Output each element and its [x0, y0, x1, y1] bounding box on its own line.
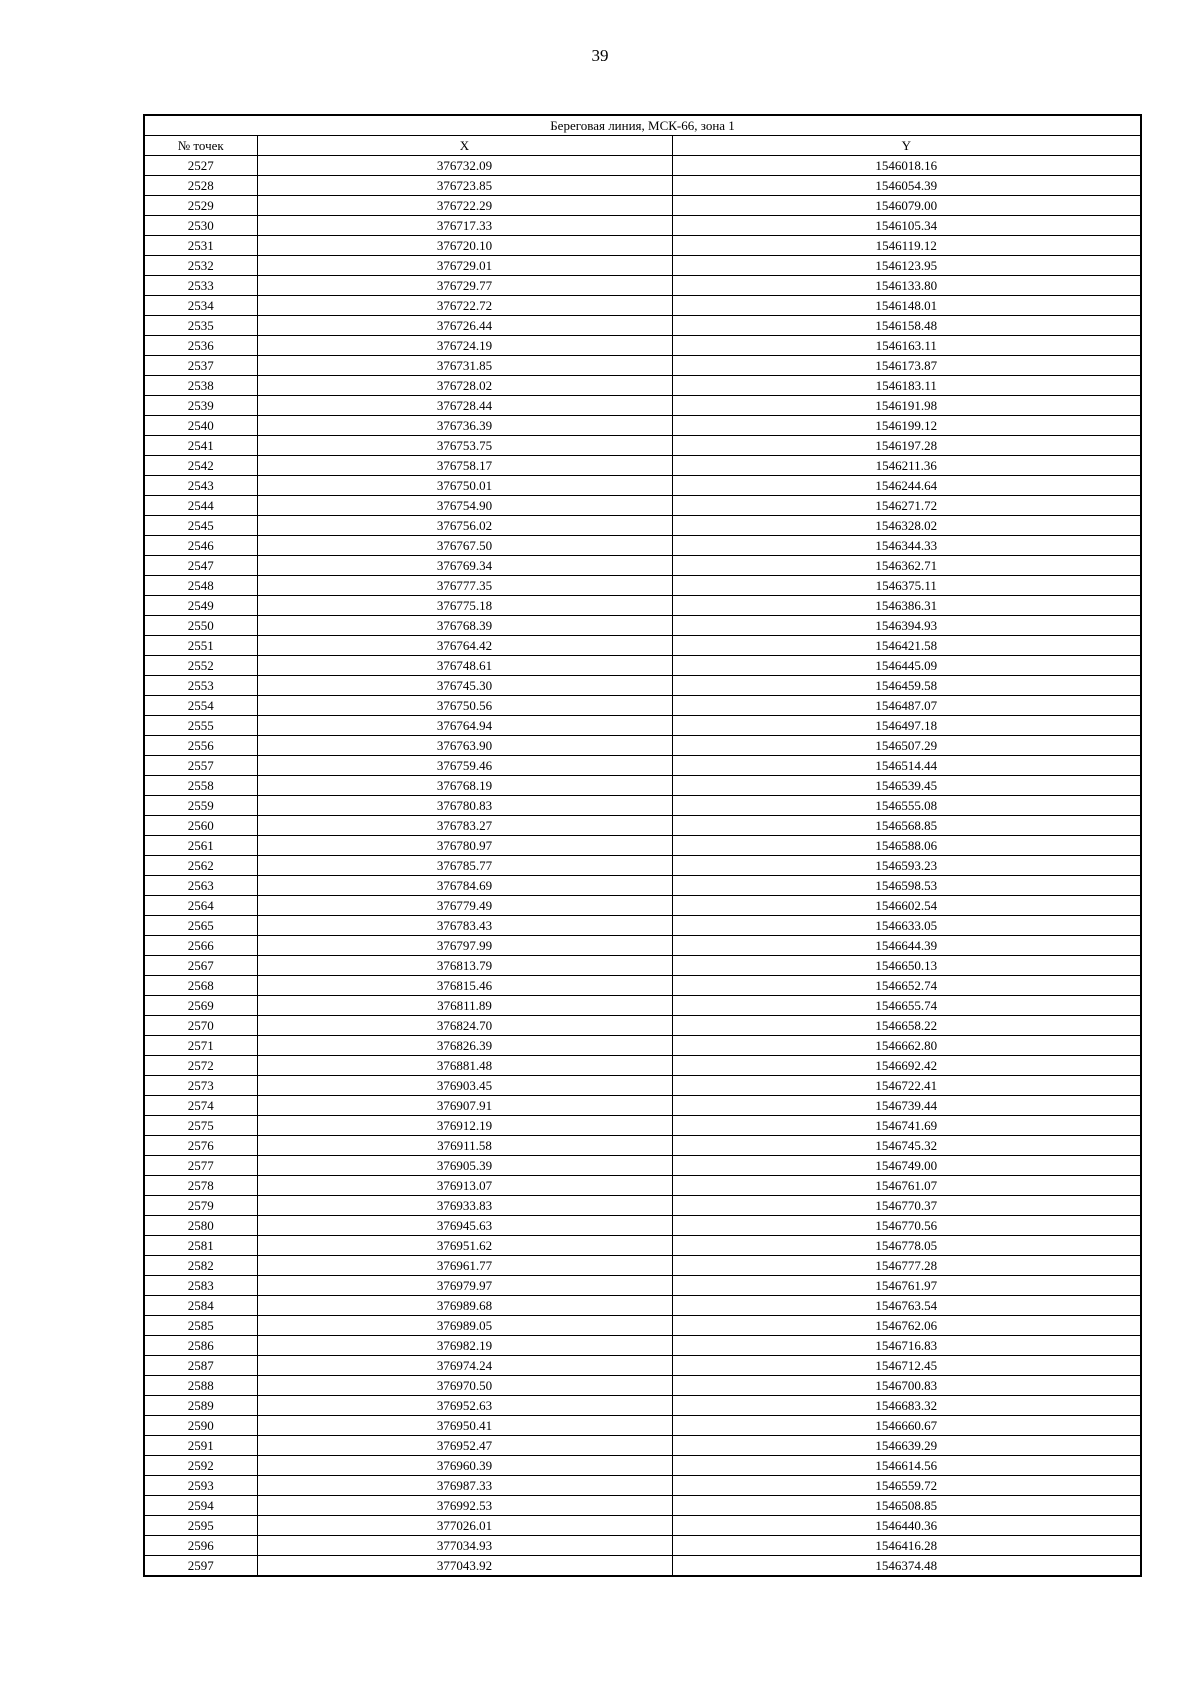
- table-body: [144, 156, 1141, 1577]
- table-row: [144, 576, 1141, 596]
- point-number-cell: 2566: [144, 936, 257, 956]
- point-number-cell: 2533: [144, 276, 257, 296]
- point-number-cell: 2579: [144, 1196, 257, 1216]
- x-coordinate-cell: 376913.07: [257, 1176, 672, 1196]
- point-number-cell: 2558: [144, 776, 257, 796]
- table-row: [144, 316, 1141, 336]
- x-coordinate-cell: 376777.35: [257, 576, 672, 596]
- y-coordinate-cell: 1546588.06: [672, 836, 1141, 856]
- x-coordinate-cell: 376989.68: [257, 1296, 672, 1316]
- y-coordinate-cell: 1546459.58: [672, 676, 1141, 696]
- table-row: [144, 176, 1141, 196]
- point-number-cell: 2565: [144, 916, 257, 936]
- x-coordinate-cell: 376736.39: [257, 416, 672, 436]
- x-coordinate-cell: 376982.19: [257, 1336, 672, 1356]
- page-number: 39: [591, 46, 609, 65]
- y-coordinate-cell: 1546770.56: [672, 1216, 1141, 1236]
- y-coordinate-cell: 1546173.87: [672, 356, 1141, 376]
- point-number-cell: 2583: [144, 1276, 257, 1296]
- x-coordinate-cell: 376729.77: [257, 276, 672, 296]
- x-coordinate-cell: 376779.49: [257, 896, 672, 916]
- y-coordinate-cell: 1546614.56: [672, 1456, 1141, 1476]
- y-coordinate-cell: 1546386.31: [672, 596, 1141, 616]
- table-row: [144, 1216, 1141, 1236]
- point-number-cell: 2563: [144, 876, 257, 896]
- point-number-cell: 2547: [144, 556, 257, 576]
- table-row: [144, 816, 1141, 836]
- table-row: [144, 1196, 1141, 1216]
- point-number-cell: 2529: [144, 196, 257, 216]
- point-number-cell: 2562: [144, 856, 257, 876]
- point-number-cell: 2591: [144, 1436, 257, 1456]
- table-row: [144, 916, 1141, 936]
- point-number-cell: 2528: [144, 176, 257, 196]
- table-row: [144, 1036, 1141, 1056]
- x-coordinate-cell: 376945.63: [257, 1216, 672, 1236]
- x-coordinate-cell: 377026.01: [257, 1516, 672, 1536]
- column-header-point-number: № точек: [144, 136, 257, 156]
- point-number-cell: 2573: [144, 1076, 257, 1096]
- y-coordinate-cell: 1546507.29: [672, 736, 1141, 756]
- point-number-cell: 2555: [144, 716, 257, 736]
- column-header-y: Y: [672, 136, 1141, 156]
- x-coordinate-cell: 376987.33: [257, 1476, 672, 1496]
- x-coordinate-cell: 376759.46: [257, 756, 672, 776]
- table-row: [144, 396, 1141, 416]
- y-coordinate-cell: 1546568.85: [672, 816, 1141, 836]
- table-row: [144, 1416, 1141, 1436]
- y-coordinate-cell: 1546440.36: [672, 1516, 1141, 1536]
- x-coordinate-cell: 376723.85: [257, 176, 672, 196]
- table-row: [144, 336, 1141, 356]
- point-number-cell: 2534: [144, 296, 257, 316]
- table-row: [144, 856, 1141, 876]
- point-number-cell: 2597: [144, 1556, 257, 1577]
- x-coordinate-cell: 376732.09: [257, 156, 672, 176]
- point-number-cell: 2595: [144, 1516, 257, 1536]
- point-number-cell: 2592: [144, 1456, 257, 1476]
- x-coordinate-cell: 376724.19: [257, 336, 672, 356]
- table-row: [144, 656, 1141, 676]
- y-coordinate-cell: 1546362.71: [672, 556, 1141, 576]
- table-row: [144, 296, 1141, 316]
- y-coordinate-cell: 1546761.07: [672, 1176, 1141, 1196]
- table-row: [144, 356, 1141, 376]
- x-coordinate-cell: 376989.05: [257, 1316, 672, 1336]
- point-number-cell: 2554: [144, 696, 257, 716]
- table-row: [144, 896, 1141, 916]
- point-number-cell: 2575: [144, 1116, 257, 1136]
- x-coordinate-cell: 376797.99: [257, 936, 672, 956]
- y-coordinate-cell: 1546148.01: [672, 296, 1141, 316]
- table-row: [144, 276, 1141, 296]
- x-coordinate-cell: 376768.19: [257, 776, 672, 796]
- table-row: [144, 696, 1141, 716]
- x-coordinate-cell: 376960.39: [257, 1456, 672, 1476]
- table-row: [144, 736, 1141, 756]
- x-coordinate-cell: 376780.83: [257, 796, 672, 816]
- x-coordinate-cell: 376813.79: [257, 956, 672, 976]
- point-number-cell: 2584: [144, 1296, 257, 1316]
- table-row: [144, 596, 1141, 616]
- table-row: [144, 936, 1141, 956]
- point-number-cell: 2538: [144, 376, 257, 396]
- y-coordinate-cell: 1546421.58: [672, 636, 1141, 656]
- y-coordinate-cell: 1546741.69: [672, 1116, 1141, 1136]
- x-coordinate-cell: 376728.44: [257, 396, 672, 416]
- table-row: [144, 376, 1141, 396]
- table-row: [144, 1396, 1141, 1416]
- point-number-cell: 2580: [144, 1216, 257, 1236]
- point-number-cell: 2596: [144, 1536, 257, 1556]
- point-number-cell: 2576: [144, 1136, 257, 1156]
- y-coordinate-cell: 1546158.48: [672, 316, 1141, 336]
- table-row: [144, 1236, 1141, 1256]
- point-number-cell: 2545: [144, 516, 257, 536]
- table-title: Береговая линия, МСК-66, зона 1: [144, 115, 1141, 136]
- y-coordinate-cell: 1546163.11: [672, 336, 1141, 356]
- point-number-cell: 2561: [144, 836, 257, 856]
- point-number-cell: 2586: [144, 1336, 257, 1356]
- y-coordinate-cell: 1546375.11: [672, 576, 1141, 596]
- y-coordinate-cell: 1546762.06: [672, 1316, 1141, 1336]
- column-header-x: X: [257, 136, 672, 156]
- table-row: [144, 1116, 1141, 1136]
- y-coordinate-cell: 1546660.67: [672, 1416, 1141, 1436]
- point-number-cell: 2530: [144, 216, 257, 236]
- x-coordinate-cell: 376952.63: [257, 1396, 672, 1416]
- x-coordinate-cell: 376726.44: [257, 316, 672, 336]
- x-coordinate-cell: 376811.89: [257, 996, 672, 1016]
- y-coordinate-cell: 1546602.54: [672, 896, 1141, 916]
- y-coordinate-cell: 1546692.42: [672, 1056, 1141, 1076]
- point-number-cell: 2581: [144, 1236, 257, 1256]
- x-coordinate-cell: 376979.97: [257, 1276, 672, 1296]
- point-number-cell: 2590: [144, 1416, 257, 1436]
- table-row: [144, 776, 1141, 796]
- y-coordinate-cell: 1546763.54: [672, 1296, 1141, 1316]
- x-coordinate-cell: 376785.77: [257, 856, 672, 876]
- x-coordinate-cell: 376754.90: [257, 496, 672, 516]
- x-coordinate-cell: 376728.02: [257, 376, 672, 396]
- y-coordinate-cell: 1546054.39: [672, 176, 1141, 196]
- point-number-cell: 2550: [144, 616, 257, 636]
- y-coordinate-cell: 1546183.11: [672, 376, 1141, 396]
- table-title-row: [144, 115, 1141, 136]
- table-row: [144, 236, 1141, 256]
- table-row: [144, 876, 1141, 896]
- y-coordinate-cell: 1546197.28: [672, 436, 1141, 456]
- y-coordinate-cell: 1546777.28: [672, 1256, 1141, 1276]
- x-coordinate-cell: 376722.29: [257, 196, 672, 216]
- y-coordinate-cell: 1546700.83: [672, 1376, 1141, 1396]
- table-row: [144, 436, 1141, 456]
- x-coordinate-cell: 376763.90: [257, 736, 672, 756]
- point-number-cell: 2589: [144, 1396, 257, 1416]
- y-coordinate-cell: 1546497.18: [672, 716, 1141, 736]
- table-row: [144, 1456, 1141, 1476]
- point-number-cell: 2578: [144, 1176, 257, 1196]
- y-coordinate-cell: 1546394.93: [672, 616, 1141, 636]
- y-coordinate-cell: 1546018.16: [672, 156, 1141, 176]
- table-row: [144, 1296, 1141, 1316]
- table-row: [144, 796, 1141, 816]
- y-coordinate-cell: 1546271.72: [672, 496, 1141, 516]
- y-coordinate-cell: 1546191.98: [672, 396, 1141, 416]
- table-row: [144, 556, 1141, 576]
- y-coordinate-cell: 1546761.97: [672, 1276, 1141, 1296]
- x-coordinate-cell: 376912.19: [257, 1116, 672, 1136]
- y-coordinate-cell: 1546445.09: [672, 656, 1141, 676]
- y-coordinate-cell: 1546133.80: [672, 276, 1141, 296]
- point-number-cell: 2582: [144, 1256, 257, 1276]
- point-number-cell: 2551: [144, 636, 257, 656]
- x-coordinate-cell: 376764.42: [257, 636, 672, 656]
- table-row: [144, 516, 1141, 536]
- x-coordinate-cell: 376758.17: [257, 456, 672, 476]
- point-number-cell: 2572: [144, 1056, 257, 1076]
- x-coordinate-cell: 376907.91: [257, 1096, 672, 1116]
- table-row: [144, 1516, 1141, 1536]
- point-number-cell: 2570: [144, 1016, 257, 1036]
- x-coordinate-cell: 376783.27: [257, 816, 672, 836]
- point-number-cell: 2556: [144, 736, 257, 756]
- y-coordinate-cell: 1546514.44: [672, 756, 1141, 776]
- x-coordinate-cell: 376729.01: [257, 256, 672, 276]
- point-number-cell: 2537: [144, 356, 257, 376]
- x-coordinate-cell: 376764.94: [257, 716, 672, 736]
- table-row: [144, 1336, 1141, 1356]
- point-number-cell: 2546: [144, 536, 257, 556]
- point-number-cell: 2553: [144, 676, 257, 696]
- table-row: [144, 1356, 1141, 1376]
- x-coordinate-cell: 377043.92: [257, 1556, 672, 1577]
- table-row: [144, 836, 1141, 856]
- point-number-cell: 2539: [144, 396, 257, 416]
- x-coordinate-cell: 376748.61: [257, 656, 672, 676]
- y-coordinate-cell: 1546559.72: [672, 1476, 1141, 1496]
- x-coordinate-cell: 376815.46: [257, 976, 672, 996]
- point-number-cell: 2587: [144, 1356, 257, 1376]
- table-row: [144, 496, 1141, 516]
- point-number-cell: 2567: [144, 956, 257, 976]
- y-coordinate-cell: 1546652.74: [672, 976, 1141, 996]
- point-number-cell: 2540: [144, 416, 257, 436]
- y-coordinate-cell: 1546712.45: [672, 1356, 1141, 1376]
- coordinates-table: [143, 114, 1142, 1577]
- y-coordinate-cell: 1546770.37: [672, 1196, 1141, 1216]
- x-coordinate-cell: 376950.41: [257, 1416, 672, 1436]
- point-number-cell: 2574: [144, 1096, 257, 1116]
- y-coordinate-cell: 1546722.41: [672, 1076, 1141, 1096]
- y-coordinate-cell: 1546598.53: [672, 876, 1141, 896]
- table-row: [144, 416, 1141, 436]
- y-coordinate-cell: 1546105.34: [672, 216, 1141, 236]
- x-coordinate-cell: 376974.24: [257, 1356, 672, 1376]
- point-number-cell: 2594: [144, 1496, 257, 1516]
- point-number-cell: 2564: [144, 896, 257, 916]
- x-coordinate-cell: 376767.50: [257, 536, 672, 556]
- table-row: [144, 1076, 1141, 1096]
- table-row: [144, 156, 1141, 176]
- point-number-cell: 2577: [144, 1156, 257, 1176]
- y-coordinate-cell: 1546211.36: [672, 456, 1141, 476]
- table-row: [144, 1316, 1141, 1336]
- table-row: [144, 536, 1141, 556]
- table-row: [144, 1496, 1141, 1516]
- x-coordinate-cell: 376768.39: [257, 616, 672, 636]
- y-coordinate-cell: 1546658.22: [672, 1016, 1141, 1036]
- table-row: [144, 456, 1141, 476]
- table-row: [144, 616, 1141, 636]
- y-coordinate-cell: 1546745.32: [672, 1136, 1141, 1156]
- y-coordinate-cell: 1546655.74: [672, 996, 1141, 1016]
- table-row: [144, 1536, 1141, 1556]
- table-row: [144, 996, 1141, 1016]
- x-coordinate-cell: 376745.30: [257, 676, 672, 696]
- x-coordinate-cell: 376731.85: [257, 356, 672, 376]
- y-coordinate-cell: 1546119.12: [672, 236, 1141, 256]
- y-coordinate-cell: 1546539.45: [672, 776, 1141, 796]
- point-number-cell: 2542: [144, 456, 257, 476]
- y-coordinate-cell: 1546593.23: [672, 856, 1141, 876]
- table-row: [144, 636, 1141, 656]
- table-row: [144, 1376, 1141, 1396]
- point-number-cell: 2568: [144, 976, 257, 996]
- x-coordinate-cell: 376881.48: [257, 1056, 672, 1076]
- x-coordinate-cell: 376753.75: [257, 436, 672, 456]
- y-coordinate-cell: 1546123.95: [672, 256, 1141, 276]
- table-row: [144, 1276, 1141, 1296]
- x-coordinate-cell: 376750.01: [257, 476, 672, 496]
- y-coordinate-cell: 1546416.28: [672, 1536, 1141, 1556]
- y-coordinate-cell: 1546662.80: [672, 1036, 1141, 1056]
- x-coordinate-cell: 376992.53: [257, 1496, 672, 1516]
- table-row: [144, 716, 1141, 736]
- table-row: [144, 1016, 1141, 1036]
- x-coordinate-cell: 376720.10: [257, 236, 672, 256]
- y-coordinate-cell: 1546199.12: [672, 416, 1141, 436]
- y-coordinate-cell: 1546633.05: [672, 916, 1141, 936]
- y-coordinate-cell: 1546650.13: [672, 956, 1141, 976]
- x-coordinate-cell: 376750.56: [257, 696, 672, 716]
- y-coordinate-cell: 1546244.64: [672, 476, 1141, 496]
- y-coordinate-cell: 1546716.83: [672, 1336, 1141, 1356]
- point-number-cell: 2543: [144, 476, 257, 496]
- x-coordinate-cell: 376826.39: [257, 1036, 672, 1056]
- table-row: [144, 1096, 1141, 1116]
- x-coordinate-cell: 376717.33: [257, 216, 672, 236]
- x-coordinate-cell: 376905.39: [257, 1156, 672, 1176]
- y-coordinate-cell: 1546739.44: [672, 1096, 1141, 1116]
- y-coordinate-cell: 1546555.08: [672, 796, 1141, 816]
- table-row: [144, 956, 1141, 976]
- point-number-cell: 2531: [144, 236, 257, 256]
- x-coordinate-cell: 376824.70: [257, 1016, 672, 1036]
- x-coordinate-cell: 377034.93: [257, 1536, 672, 1556]
- y-coordinate-cell: 1546374.48: [672, 1556, 1141, 1577]
- table-row: [144, 476, 1141, 496]
- y-coordinate-cell: 1546644.39: [672, 936, 1141, 956]
- table-row: [144, 1176, 1141, 1196]
- point-number-cell: 2535: [144, 316, 257, 336]
- y-coordinate-cell: 1546079.00: [672, 196, 1141, 216]
- table-row: [144, 1556, 1141, 1577]
- point-number-cell: 2548: [144, 576, 257, 596]
- point-number-cell: 2527: [144, 156, 257, 176]
- point-number-cell: 2588: [144, 1376, 257, 1396]
- point-number-cell: 2544: [144, 496, 257, 516]
- table-row: [144, 756, 1141, 776]
- table-row: [144, 1256, 1141, 1276]
- x-coordinate-cell: 376775.18: [257, 596, 672, 616]
- point-number-cell: 2541: [144, 436, 257, 456]
- x-coordinate-cell: 376933.83: [257, 1196, 672, 1216]
- table-row: [144, 676, 1141, 696]
- x-coordinate-cell: 376961.77: [257, 1256, 672, 1276]
- table-row: [144, 216, 1141, 236]
- point-number-cell: 2532: [144, 256, 257, 276]
- y-coordinate-cell: 1546683.32: [672, 1396, 1141, 1416]
- y-coordinate-cell: 1546778.05: [672, 1236, 1141, 1256]
- point-number-cell: 2549: [144, 596, 257, 616]
- table-row: [144, 1056, 1141, 1076]
- x-coordinate-cell: 376783.43: [257, 916, 672, 936]
- x-coordinate-cell: 376769.34: [257, 556, 672, 576]
- x-coordinate-cell: 376951.62: [257, 1236, 672, 1256]
- x-coordinate-cell: 376780.97: [257, 836, 672, 856]
- table-header-row: [144, 136, 1141, 156]
- point-number-cell: 2560: [144, 816, 257, 836]
- y-coordinate-cell: 1546487.07: [672, 696, 1141, 716]
- y-coordinate-cell: 1546344.33: [672, 536, 1141, 556]
- table-row: [144, 1136, 1141, 1156]
- x-coordinate-cell: 376722.72: [257, 296, 672, 316]
- y-coordinate-cell: 1546508.85: [672, 1496, 1141, 1516]
- table-row: [144, 1476, 1141, 1496]
- y-coordinate-cell: 1546749.00: [672, 1156, 1141, 1176]
- table-row: [144, 256, 1141, 276]
- point-number-cell: 2585: [144, 1316, 257, 1336]
- table-row: [144, 1436, 1141, 1456]
- table-row: [144, 196, 1141, 216]
- point-number-cell: 2552: [144, 656, 257, 676]
- table-row: [144, 1156, 1141, 1176]
- point-number-cell: 2569: [144, 996, 257, 1016]
- point-number-cell: 2593: [144, 1476, 257, 1496]
- x-coordinate-cell: 376784.69: [257, 876, 672, 896]
- y-coordinate-cell: 1546639.29: [672, 1436, 1141, 1456]
- point-number-cell: 2559: [144, 796, 257, 816]
- point-number-cell: 2557: [144, 756, 257, 776]
- x-coordinate-cell: 376756.02: [257, 516, 672, 536]
- x-coordinate-cell: 376903.45: [257, 1076, 672, 1096]
- point-number-cell: 2536: [144, 336, 257, 356]
- y-coordinate-cell: 1546328.02: [672, 516, 1141, 536]
- x-coordinate-cell: 376911.58: [257, 1136, 672, 1156]
- x-coordinate-cell: 376970.50: [257, 1376, 672, 1396]
- table-row: [144, 976, 1141, 996]
- point-number-cell: 2571: [144, 1036, 257, 1056]
- x-coordinate-cell: 376952.47: [257, 1436, 672, 1456]
